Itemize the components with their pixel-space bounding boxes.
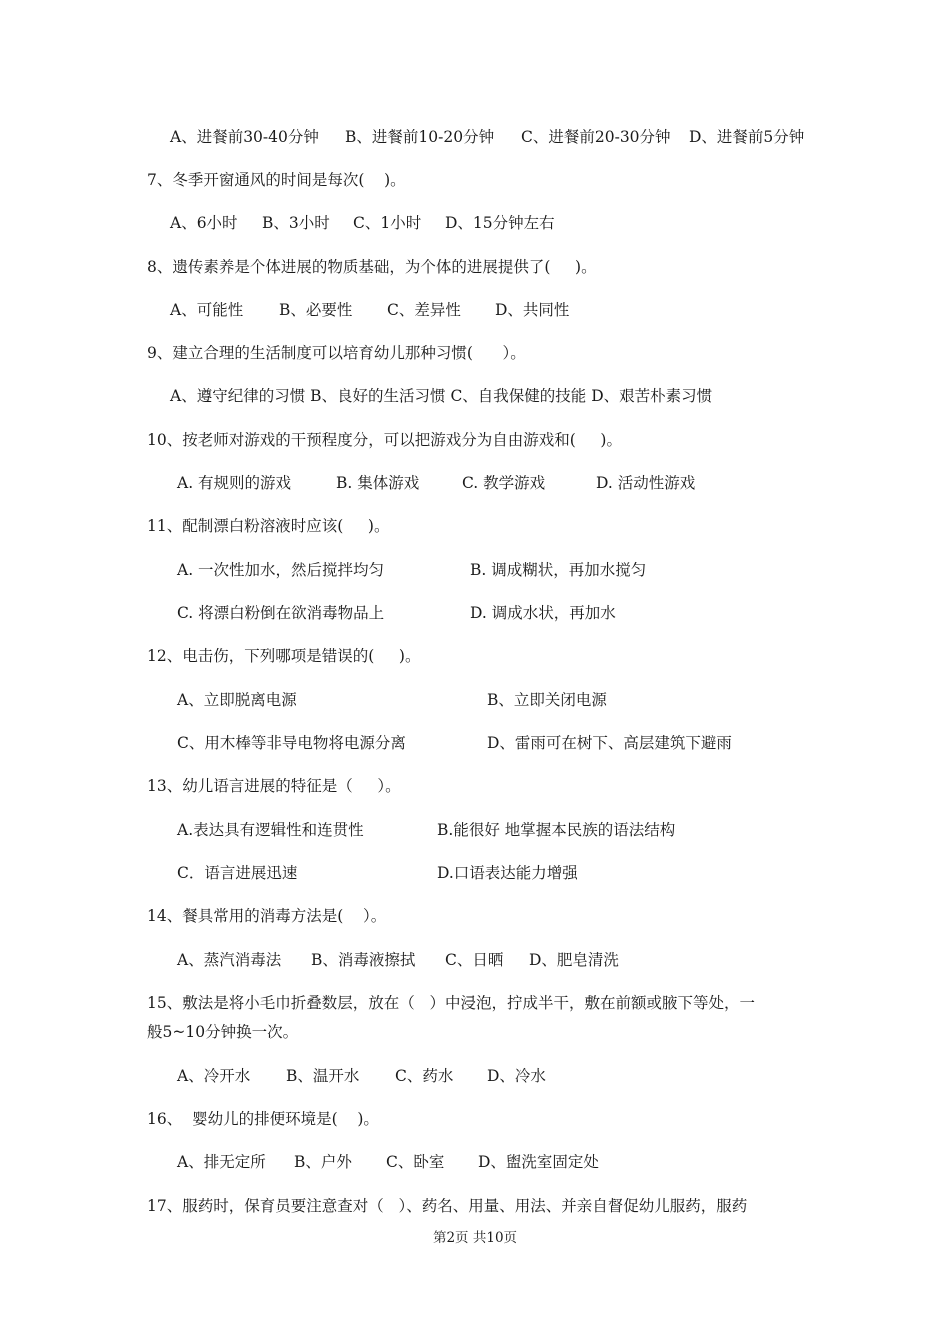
option-row-q6 [0, 127, 950, 147]
option-row-q15 [0, 1066, 950, 1086]
option-d: D.口语表达能力增强 [437, 864, 578, 882]
option-a: A.表达具有逻辑性和连贯性 [177, 821, 364, 839]
option-a: A、6小时 [170, 214, 238, 232]
option-d: D、盥洗室固定处 [478, 1153, 599, 1171]
option-d: D、15分钟左右 [445, 214, 555, 232]
option-c: C、差异性 [387, 301, 461, 319]
question-11: 11、配制漂白粉溶液时应该( )。 [147, 517, 390, 535]
option-d: D. 活动性游戏 [596, 474, 696, 492]
option-a: A、排无定所 [177, 1153, 266, 1171]
option-line: A、遵守纪律的习惯 B、良好的生活习惯 C、自我保健的技能 D、艰苦朴素习惯 [170, 387, 713, 405]
question-15-continued: 般5~10分钟换一次。 [147, 1023, 299, 1041]
option-row-q12-2 [0, 733, 950, 753]
option-b: B、温开水 [286, 1067, 360, 1085]
option-c: C、日晒 [445, 951, 504, 969]
option-c: C. 将漂白粉倒在欲消毒物品上 [177, 604, 385, 622]
option-row-q16 [0, 1152, 950, 1172]
question-15: 15、敷法是将小毛巾折叠数层，放在（ ）中浸泡，拧成半干，敷在前额或腋下等处，一 [147, 994, 756, 1012]
option-row-q11-1 [0, 560, 950, 580]
option-b: B、消毒液擦拭 [311, 951, 416, 969]
question-8: 8、遗传素养是个体进展的物质基础，为个体的进展提供了( )。 [147, 258, 597, 276]
option-d: D、冷水 [487, 1067, 546, 1085]
question-17: 17、服药时，保育员要注意查对（ ）、药名、用量、用法、并亲自督促幼儿服药，服药 [147, 1197, 748, 1215]
option-c: C、进餐前20-30分钟 [521, 128, 671, 146]
question-12: 12、电击伤，下列哪项是错误的( )。 [147, 647, 421, 665]
option-row-q7 [0, 213, 950, 233]
option-a: A、可能性 [170, 301, 244, 319]
page-number-footer: 第2页 共10页 [432, 1230, 518, 1246]
option-d: D、进餐前5分钟 [689, 128, 805, 146]
option-a: A、蒸汽消毒法 [177, 951, 282, 969]
question-13: 13、幼儿语言进展的特征是（ ）。 [147, 777, 401, 795]
option-row-q14 [0, 950, 950, 970]
question-9: 9、建立合理的生活制度可以培育幼儿那种习惯( ）。 [147, 344, 526, 362]
option-d: D. 调成水状，再加水 [470, 604, 616, 622]
option-a: A、冷开水 [177, 1067, 251, 1085]
option-d: D、雷雨可在树下、高层建筑下避雨 [487, 734, 732, 752]
option-row-q12-1 [0, 690, 950, 710]
option-row-q13-1 [0, 820, 950, 840]
question-7: 7、冬季开窗通风的时间是每次( )。 [147, 171, 406, 189]
option-a: A. 一次性加水，然后搅拌均匀 [177, 561, 385, 579]
option-b: B、必要性 [279, 301, 353, 319]
option-row-q11-2 [0, 603, 950, 623]
option-c: C、1小时 [353, 214, 422, 232]
option-c: C．语言进展迅速 [177, 864, 298, 882]
question-14: 14、餐具常用的消毒方法是( ）。 [147, 907, 387, 925]
option-a: A、立即脱离电源 [177, 691, 297, 709]
option-b: B. 调成糊状，再加水搅匀 [470, 561, 647, 579]
option-a: A. 有规则的游戏 [177, 474, 292, 492]
option-a: A、进餐前30-40分钟 [170, 128, 319, 146]
question-10: 10、按老师对游戏的干预程度分，可以把游戏分为自由游戏和( )。 [147, 431, 622, 449]
option-c: C、用木棒等非导电物将电源分离 [177, 734, 406, 752]
option-row-q9 [0, 386, 950, 406]
question-16: 16、 婴幼儿的排便环境是( )。 [147, 1110, 379, 1128]
option-c: C、药水 [395, 1067, 454, 1085]
option-d: D、肥皂清洗 [529, 951, 619, 969]
option-c: C. 教学游戏 [462, 474, 546, 492]
option-row-q13-2 [0, 863, 950, 883]
option-row-q8 [0, 300, 950, 320]
option-row-q10 [0, 473, 950, 493]
option-b: B.能很好 地掌握本民族的语法结构 [437, 821, 676, 839]
option-b: B、户外 [294, 1153, 352, 1171]
option-b: B、进餐前10-20分钟 [345, 128, 495, 146]
option-b: B、3小时 [262, 214, 330, 232]
option-b: B、立即关闭电源 [487, 691, 607, 709]
option-d: D、共同性 [495, 301, 570, 319]
option-b: B. 集体游戏 [336, 474, 420, 492]
option-c: C、卧室 [386, 1153, 445, 1171]
